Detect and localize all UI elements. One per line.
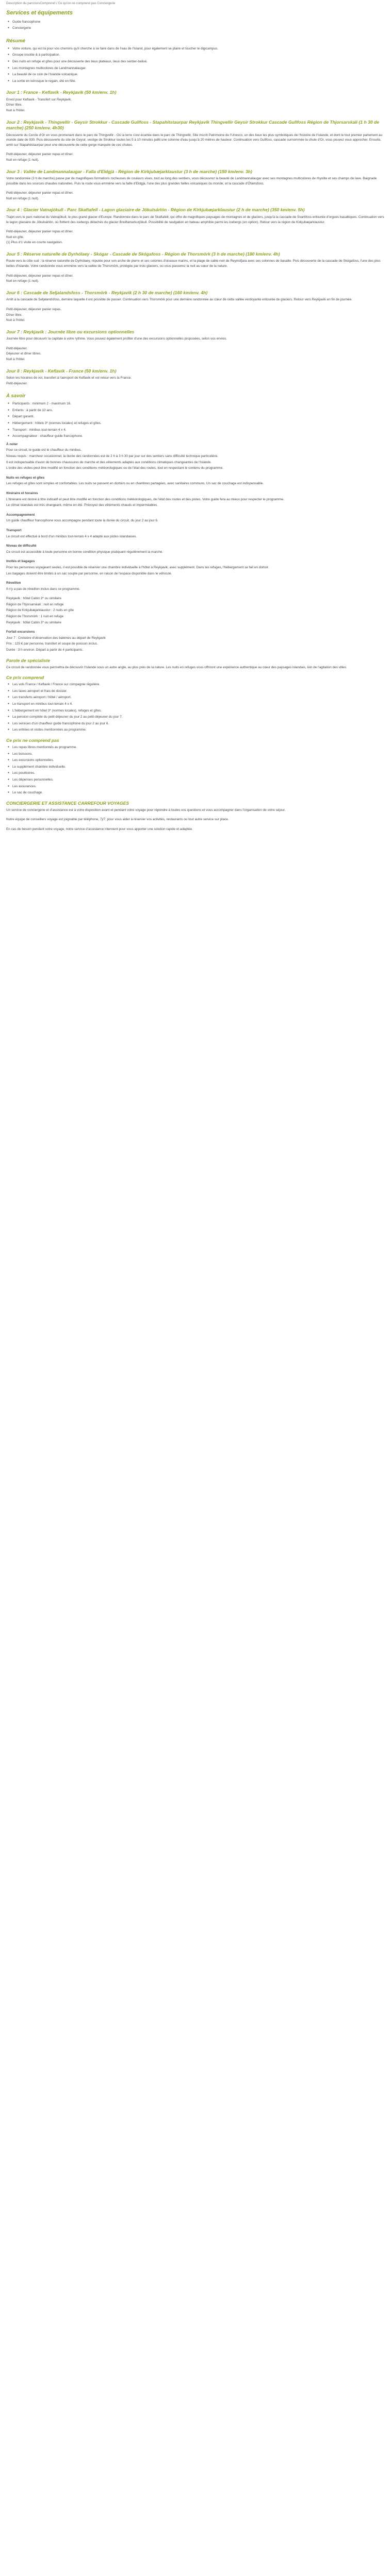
list-item: ● Les services d'un chauffeur guide francophone du jour 2 au jour 6. — [6, 721, 385, 726]
day-paragraph: Arrêt à la cascade de Seljalandsfoss, derrière laquelle il est possible de passer. Continuation vers Thorsmörk pour une dernière randonnée au cœur de cette vallée verdoyante entourée de glaciers. Retour vers Reykjavik en fin de journée. — [6, 298, 352, 302]
day-paragraph: Nuit à l'hôtel. — [6, 357, 25, 361]
specialite-title: Parole de spécialiste — [6, 657, 51, 663]
info-block — [6, 491, 385, 508]
info-heading: Nuits en refuges et gîtes — [6, 476, 45, 480]
info-heading: Accompagnement — [6, 513, 35, 517]
list-item: ● Accompagnateur : chauffeur guide francophone. — [6, 434, 385, 439]
day-paragraph: Nuit en gîte. — [6, 235, 24, 239]
resume-list — [6, 46, 385, 84]
services-list — [6, 20, 385, 31]
list-item: ● Hébergement : hôtels 3* (normes locales) et refuges et gîtes. — [6, 421, 385, 426]
info-block — [6, 528, 385, 539]
info-heading: Invités et bagages — [6, 560, 35, 564]
info-line: Le circuit est effectué à bord d'un minibus tout-terrain 4 x 4 adapté aux pistes islandaises. — [6, 534, 137, 538]
date-line: Région de Kirkjubæjarklaustur : 2 nuits en gîte — [6, 608, 74, 613]
non-inclus-title: Ce prix ne comprend pas — [6, 737, 59, 743]
conciergerie-paragraph: Notre équipe de conseillers voyage est joignable par téléphone, 7j/7, pour vous aider à réserver vos activités, restaurants ou tout autre service sur place. — [6, 818, 229, 822]
info-line: L'ordre des visites peut être modifié en fonction des conditions météorologiques ou de l'état des routes, tout en respectant le contenu du programme. — [6, 466, 223, 470]
info-block — [6, 581, 385, 591]
list-item: ● Enfants : à partir de 10 ans. — [6, 408, 385, 413]
services-title: Services et équipements — [6, 9, 73, 16]
list-item: ● La beauté de ce coin de l'Islande volcanique. — [6, 72, 385, 77]
info-line: Ce circuit est accessible à toute personne en bonne condition physique pratiquant régulièrement la marche. — [6, 550, 164, 554]
info-line: Le climat islandais est très changeant, même en été. Prévoyez des vêtements chauds et imperméables. — [6, 503, 158, 507]
info-section — [6, 442, 385, 591]
day-paragraph: Votre randonnée (3 h de marche) passe par de magnifiques formations rocheuses de couleurs vives, tout au long des sentiers, vous découvrez la beauté de Landmannalaugar avec ses montagnes multicolores de rhyolite et ses champs de lave. Baignade possible dans les sources chaudes naturelles. Puis la route vous emmène vers la faille d'Eldgjà, l'une des plus grandes failles volcaniques du monde, et la cascade d'Ófærufoss. — [6, 177, 377, 185]
day-paragraph: Trajet vers le parc national du Vatnajökull, le plus grand glacier d'Europe. Randonnée dans le parc de Skaftafell, qui offre de magnifiques paysages de montagnes et de glaciers, jusqu'à la cascade de Svartifoss entourée d'orgues basaltiques. Continuation vers le lagon glaciaire de Jökulsárlón, où flottent des icebergs détachés du glacier Breiðamerkurjökull. Possibilité de navigation en bateau amphibie parmi les icebergs (en option). Retour vers la région de Kirkjubæjarklaustur. — [6, 215, 384, 224]
list-item: ● Les pourboires. — [6, 771, 385, 776]
list-item: ● Départ garanti. — [6, 414, 385, 419]
day-paragraph: Nuit en refuge (1 nuit). — [6, 158, 39, 162]
list-item: ● La pension complète du petit-déjeuner du jour 2 au petit-déjeuner du jour 7. — [6, 715, 385, 720]
list-item: ● Les transferts aéroport / hôtel / aéroport. — [6, 695, 385, 700]
info-line: Niveau requis : marcheur occasionnel, la durée des randonnées est de 2 h à 3 h 30 par jour sur des sentiers sans difficulté technique particulière. — [6, 454, 218, 458]
date-line: Région de Thorsmörk : 1 nuit en refuge — [6, 615, 64, 619]
excursions-title: Forfait excursions — [6, 630, 35, 634]
day-paragraph: Nuit à l'hôtel. — [6, 318, 25, 323]
dates-list — [6, 596, 385, 625]
list-item: ● Des nuits en refuge et gîtes pour une découverte des lieux plateaux, lieux des sentier-balisé. — [6, 59, 385, 64]
list-item: ● Le sac de couchage. — [6, 790, 385, 795]
day-paragraph: Petit-déjeuner. — [6, 346, 28, 350]
info-line: Pour les personnes voyageant seules, il est possible de réserver une chambre individuelle à l'hôtel à Reykjavik, avec supplément. Dans les refuges, l'hébergement se fait en dortoir. — [6, 565, 269, 569]
day-paragraph: Dîner libre. — [6, 103, 23, 107]
inclus-title: Ce prix comprend — [6, 675, 44, 681]
savoir-title: À savoir — [6, 393, 26, 399]
info-heading: Itinéraire et horaires — [6, 491, 38, 495]
itinerary — [6, 90, 385, 386]
savoir-list — [6, 401, 385, 439]
info-block — [6, 559, 385, 576]
non-inclus-list — [6, 745, 385, 795]
info-heading: Niveau de difficulté — [6, 544, 37, 548]
day-paragraph: Petit-déjeuner. — [6, 381, 28, 385]
day-2 — [6, 120, 385, 163]
info-block — [6, 476, 385, 486]
day-title: Jour 3 : Vallée de Landmannalaugar - Falla d'Eldgjà - Région de Kirkjubæjarklaustur (3 h de marche) (150 km/env. 3h) — [6, 168, 252, 174]
list-item: ● Les excursions optionnelles. — [6, 758, 385, 763]
resume-title: Résumé — [6, 38, 25, 44]
list-item: ● Conciergerie — [6, 26, 385, 31]
breadcrumb: Description du parcoursComprend L'Ce qu'on ne comprend pas Conciergerie — [6, 2, 116, 5]
list-item: ● Les montagnes multicolores de Landmannalaugar. — [6, 66, 385, 71]
info-line: Il est indispensable d'avoir de bonnes chaussures de marche et des vêtements adaptés aux conditions climatiques changeantes de l'Islande. — [6, 460, 212, 464]
info-line: Pour ce circuit, le guide est le chauffeur du minibus. — [6, 448, 82, 452]
excursion-line: Durée : 3 h environ. Départ à partir de 4 participants. — [6, 648, 84, 652]
day-paragraph: (1) Plus d'1 visite en courte navigation. — [6, 241, 63, 245]
info-block — [6, 513, 385, 523]
list-item: ● Le supplément chambre individuelle. — [6, 765, 385, 770]
day-1 — [6, 90, 385, 113]
conciergerie-title: CONCIERGERIE ET ASSISTANCE CARREFOUR VOYAGES — [6, 800, 129, 806]
list-item: ● Transport : minibus tout-terrain 4 x 4. — [6, 428, 385, 433]
day-paragraph: Dîner libre. — [6, 313, 23, 317]
day-paragraph: Route vers la côte sud : la réserve naturelle de Dyrhólaey, réputée pour son arche de pierre et ses colonies d'oiseaux marins, et la plage de sable noir de Reynisfjara avec ses colonnes de basalte. Puis découverte de la cascade de Skógafoss, l'une des plus belles d'Islande. Votre randonnée vous emmène vers la vallée de Thorsmörk, protégée par trois glaciers, où vous passerez la nuit au cœur de la nature. — [6, 259, 381, 268]
list-item: ● Guide francophone — [6, 20, 385, 25]
day-4 — [6, 207, 385, 245]
info-block — [6, 544, 385, 554]
day-paragraph: Petit-déjeuner, déjeuner panier repas et dîner. — [6, 230, 74, 234]
info-line: Les bagages doivent être limités à un sac souple par personne, en raison de l'espace disponible dans le véhicule. — [6, 571, 172, 575]
list-item: ● Les vols France / Keflavik / France sur compagnie régulière. — [6, 682, 385, 687]
day-6 — [6, 290, 385, 323]
day-7 — [6, 329, 385, 362]
day-5 — [6, 251, 385, 284]
list-item: ● Les entrées et visites mentionnées au programme. — [6, 727, 385, 733]
day-paragraph: Journée libre pour découvrir la capitale à votre rythme. Vous pouvez également profiter d'une des excursions optionnelles proposées, selon vos envies. — [6, 337, 227, 341]
day-title: Jour 8 : Reykjavik - Keflavik - France (50 km/env. 1h) — [6, 368, 117, 374]
day-title: Jour 5 : Réserve naturelle de Dyrhólaey - Skógar - Cascade de Skógafoss - Région de Thorsmörk (3 h de marche) (180 km/env. 4h) — [6, 251, 280, 257]
list-item: ● Participants : minimum 2 - maximum 16. — [6, 401, 385, 406]
specialite-text: Ce circuit de randonnée vous permettra de découvrir l'Islande sous un autre angle, au plus près de la nature. Les nuits en refuges vous offriront une expérience authentique au cœur des paysages islandais, loin de l'agitation des villes. — [6, 665, 347, 669]
day-8 — [6, 368, 385, 386]
day-paragraph: Selon les horaires de vol, transfert à l'aéroport de Keflavik et vol retour vers la France. — [6, 376, 132, 380]
day-paragraph: Nuit à l'hôtel. — [6, 109, 25, 113]
date-line: Région de Thjorsarskali : nuit en refuge — [6, 602, 64, 606]
day-paragraph: Découverte du Cercle d'Or en vous promenant dans le parc de Thingvellir - Où la terre s'est écartée dans le parc de Thingvellir, Site inscrit Patrimoine de l'Unesco, un des lieux les plus symboliques de l'histoire de l'Islande, et dont le tout premier parlement au monde date de 930. Puis découverte du site de Geysir, vestige de Strokkur toutes les 5 à 10 minutes jaillit une colonne d'eau jusqu'à 20 mètres de hauteur. Continuation vers Gullfoss, cascade surnommée la chute d'Or, vous pouvez vous approcher. Ensuite, arrêt sur Stapahitstaurpar pour une découverte de cette gorge marquée de ces chutes. — [6, 133, 383, 147]
info-line: Il n'y a pas de réveillon inclus dans ce programme. — [6, 587, 80, 591]
list-item: ● Les dépenses personnelles. — [6, 777, 385, 783]
day-paragraph: Petit-déjeuner, déjeuner panier repas et dîner. — [6, 191, 74, 195]
list-item: ● Les boissons. — [6, 752, 385, 757]
inclus-list — [6, 682, 385, 733]
list-item: ● Les taxes aéroport et frais de dossier. — [6, 689, 385, 694]
list-item: ● Le transport en minibus tout-terrain 4 x 4. — [6, 702, 385, 707]
list-item: ● L'hébergement en hôtel 3* (normes locales), refuges et gîtes. — [6, 708, 385, 714]
page — [0, 0, 391, 832]
list-item: ● La sortie en kérosque le regain, été en fête. — [6, 79, 385, 84]
day-title: Jour 6 : Cascade de Seljalandsfoss - Thorsmörk - Reykjavik (2 h 30 de marche) (160 km/env. 4h) — [6, 290, 208, 295]
excursion-line: Prix : 125 € par personne, transfert et soupe de poisson inclus. — [6, 642, 98, 646]
list-item: ● Groupe insolite & à participation. — [6, 53, 385, 58]
day-paragraph: Petit-déjeuner, déjeuner panier repas et dîner. — [6, 274, 74, 278]
list-item: ● Les repas libres mentionnés au programme. — [6, 745, 385, 750]
conciergerie-paragraph: Un service de conciergerie et d'assistance est à votre disposition avant et pendant votre voyage pour répondre à toutes vos questions et vous accompagner dans l'organisation de votre séjour. — [6, 808, 286, 812]
info-heading: À noter — [6, 442, 18, 446]
date-line: Reykjavik : hôtel Cabin 3* ou similaire — [6, 597, 61, 601]
excursion-line: Jour 7 : Croisière d'observation des baleines au départ de Reykjavik — [6, 636, 106, 640]
info-line: L'itinéraire est donné à titre indicatif et peut être modifié en fonction des conditions météorologiques, de l'état des routes et des pistes. Votre guide fera au mieux pour respecter le programme. — [6, 497, 284, 501]
day-paragraph: Petit-déjeuner, déjeuner panier repas. — [6, 307, 61, 311]
excursions — [6, 630, 385, 652]
day-paragraph: Nuit en refuge (1 nuit). — [6, 279, 39, 283]
day-paragraph: Déjeuner et dîner libres. — [6, 352, 42, 356]
day-title: Jour 7 : Reykjavik : Journée libre ou excursions optionnelles — [6, 329, 135, 334]
info-heading: Transport — [6, 528, 22, 532]
day-paragraph: Nuit en refuge (1 nuit). — [6, 196, 39, 200]
day-3 — [6, 169, 385, 201]
day-paragraph: Petit-déjeuner, déjeuner panier repas et dîner. — [6, 152, 74, 157]
day-title: Jour 4 : Glacier Vatnajökull - Parc Skaftafell - Lagon glaciaire de Jökulsárlón - Région de Kirkjubæjarklaustur (2 h de marche) (350 km/env. 5h) — [6, 207, 305, 213]
info-line: Un guide chauffeur francophone vous accompagne pendant toute la durée du circuit, du jour 2 au jour 6. — [6, 519, 158, 523]
day-title: Jour 1 : France - Keflavik - Reykjavik (50 km/env. 1h) — [6, 90, 117, 95]
list-item: ● Votre voiture, qui est là pour vos chemins qu'il cherche à se faire dans de l'eau de l'Island, pour également se plaire et toucher le digicampus. — [6, 46, 385, 52]
day-paragraph: Envol pour Keflavik - Transfert sur Reykjavik. — [6, 97, 72, 101]
list-item: ● Les assurances. — [6, 784, 385, 789]
info-line: Les refuges et gîtes sont simples et confortables. Les nuits se passent en dortoirs ou en chambres partagées, avec sanitaires communs. Un sac de couchage est indispensable. — [6, 482, 264, 486]
day-title: Jour 2 : Reykjavik - Thingvellir - Geysir Strokkur - Cascade Gullfoss - Stapahitstaurpar Reykjavik Thingvellir Geysir Strokkur Cascade Gullfoss Région de Thjorsarskali (1 h 30 de marche) (250 km/env. 4h30) — [6, 119, 380, 131]
conciergerie-paragraph: En cas de besoin pendant votre voyage, notre service d'assistance intervient pour vous apporter une solution rapide et adaptée. — [6, 827, 193, 831]
info-heading: Réveillon — [6, 581, 21, 585]
info-block — [6, 442, 385, 471]
date-line: Reykjavik : hôtel Cabin 3* ou similaire — [6, 620, 61, 624]
